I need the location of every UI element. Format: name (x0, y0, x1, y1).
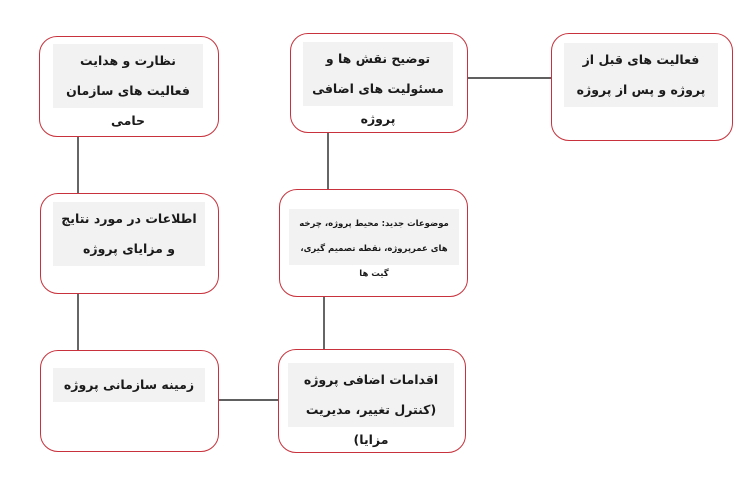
node-sponsor-oversight-label: نظارت و هدایت فعالیت های سازمان حامی (53, 44, 203, 108)
node-results-benefits-info-label: اطلاعات در مورد نتایج و مزایای پروژه (53, 202, 205, 266)
node-additional-project-actions-label: اقدامات اضافی پروژه (کنترل تغییر، مدیریت مزایا) (288, 363, 454, 427)
node-roles-responsibilities-label: توضیح نقش ها و مسئولیت های اضافی پروژه (303, 42, 453, 106)
node-pre-post-project-activities-label: فعالیت های قبل از پروژه و پس از پروژه (564, 43, 718, 107)
node-new-topics-label: موضوعات جدید: محیط پروژه، چرخه های عمرپروژه، نقطه تصمیم گیری، گیت ها (289, 209, 459, 265)
node-organizational-context-label: زمینه سازمانی پروژه (53, 368, 205, 402)
